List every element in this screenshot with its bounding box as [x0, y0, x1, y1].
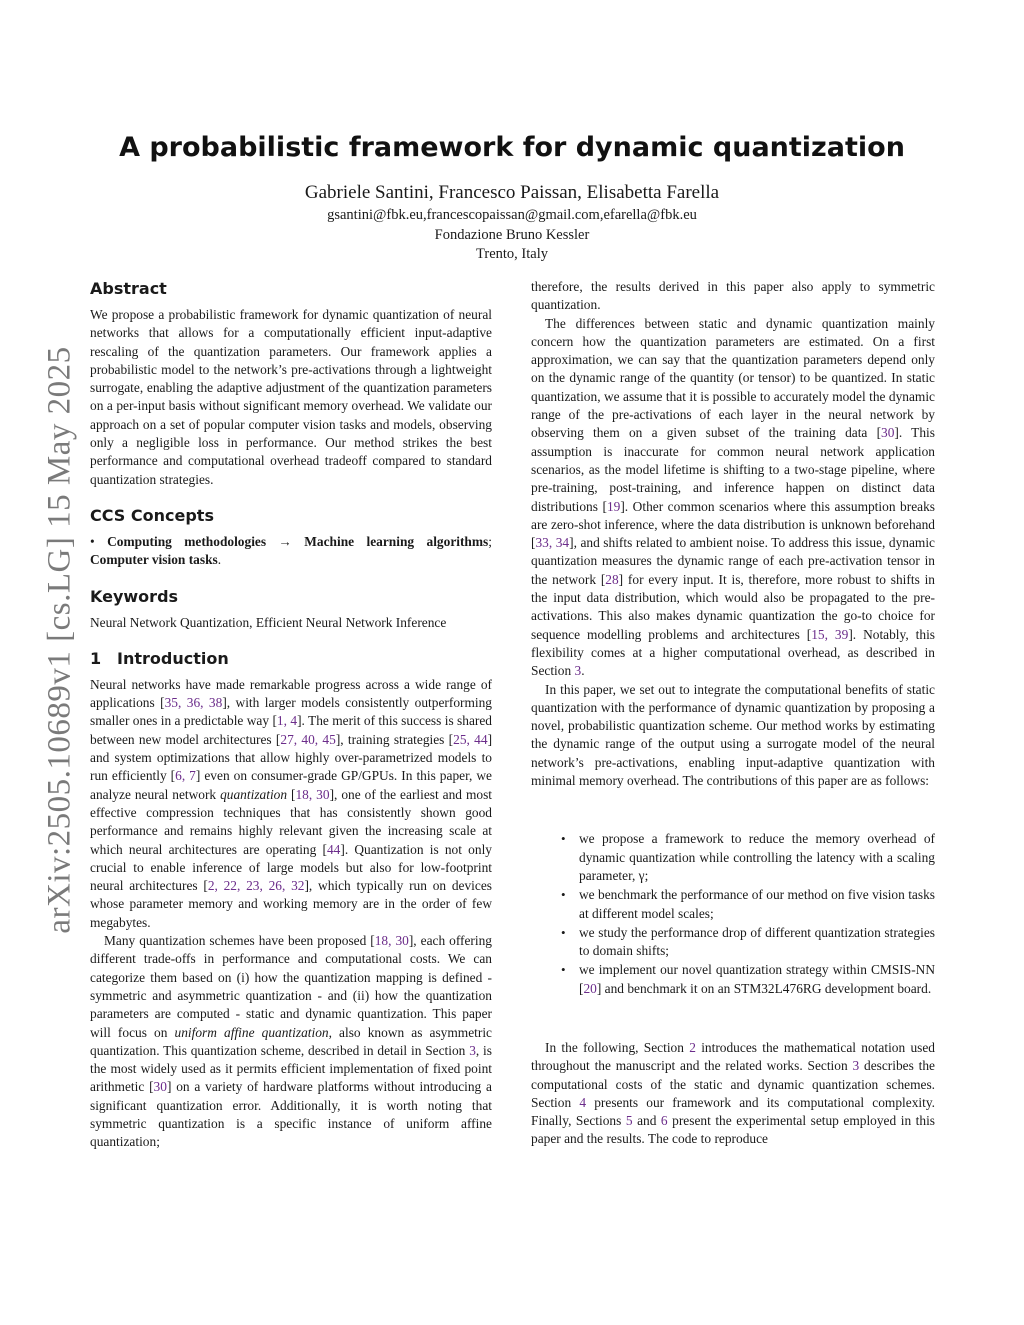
bullet-icon: •: [561, 962, 566, 978]
bullet-icon: •: [561, 924, 566, 940]
section-link[interactable]: 5: [625, 1113, 633, 1129]
list-item: • we propose a framework to reduce the memory overhead of dynamic quantization while controlling the latency with a scaling parameter, γ;: [561, 831, 935, 883]
author-list: Gabriele Santini, Francesco Paissan, Elisabetta Farella: [304, 182, 720, 203]
introduction-heading: [90, 648, 492, 670]
ccs-concepts: [90, 533, 492, 570]
citation-link[interactable]: 30: [881, 425, 895, 441]
citation-link[interactable]: 28: [605, 571, 619, 587]
section-link[interactable]: 2: [689, 1039, 696, 1055]
left-column: [90, 278, 492, 1152]
list-item: • we benchmark the performance of our method on five vision tasks at different model scales;: [561, 887, 935, 921]
section-link[interactable]: 6: [660, 1113, 668, 1129]
author-emails: gsantini@fbk.eu,francescopaissan@gmail.com,efarella@fbk.eu: [327, 207, 697, 223]
citation-link[interactable]: 20: [583, 980, 597, 996]
ccs-bullet: •: [90, 533, 95, 549]
ccs-end: .: [217, 552, 222, 568]
ccs-item: Computing methodologies: [107, 533, 267, 549]
abstract-text: We propose a probabilistic framework for dynamic quantization of neural networks that allows for a computationally efficient input-adaptive rescaling of the quantization parameters. Our framework applies a probabilistic model to the network’s pre-activations through a lightweight surrogate, enabling the adaptive adjustment of the quantization parameters on a per-input basis without significant memory overhead. We validate our approach on a set of popular computer vision tasks and models, observing only a negligible loss in performance. Our method strikes the best performance and computational overhead tradeoff compared to standard quantization strategies.: [90, 307, 492, 487]
citation-link[interactable]: 15, 39: [811, 626, 849, 642]
bullet-icon: •: [561, 831, 566, 847]
citation-link[interactable]: 6, 7: [175, 768, 196, 784]
citation-link[interactable]: 27, 40, 45: [280, 731, 336, 747]
intro-paragraph-2: Many quantization schemes have been proposed [18, 30], each offering different trade-offs in performance and computational costs. We can categorize them based on (i) how the quantization mapping is defined - symmetric and asymmetric quantization - and (ii) how the quantization parameters are computed - static and dynamic quantization. This paper will focus on uniform affine quantization, also known as asymmetric quantization. This quantization scheme, described in detail in Section 3, is the most widely used as it permits efficient implementation of fixed point arithmetic [30] on a variety of hardware platforms without introducing a significant quantization error. Additionally, it is worth noting that symmetric quantization is a specific instance of uniform affine quantization;: [90, 933, 493, 1150]
section-link[interactable]: 3: [852, 1058, 860, 1074]
ccs-heading: CCS Concepts: [90, 505, 214, 525]
contributions-list: [531, 830, 935, 998]
section-number: 1: [90, 648, 102, 668]
institution: Fondazione Bruno Kessler: [434, 227, 590, 243]
citation-link[interactable]: 18, 30: [374, 933, 409, 949]
ccs-separator: ;: [488, 533, 492, 549]
right-paragraph-3: In the following, Section 2 introduces the mathematical notation used throughout the manuscript and the related works. Section 3 describes the computational costs of the static and dynamic quantization schemes. Section 4 presents our framework and its computational complexity. Finally, Sections 5 and 6 present the experimental setup employed in this paper and the results. The code to reproduce: [531, 1039, 936, 1147]
citation-link[interactable]: 25, 44: [453, 731, 488, 747]
ccs-item: Machine learning algorithms: [304, 533, 489, 549]
location: Trento, Italy: [476, 246, 548, 262]
citation-link[interactable]: 1, 4: [276, 713, 298, 729]
right-paragraph-1: The differences between static and dynamic quantization mainly concern how the quantization parameters are estimated. On a first approximation, we can say that the quantization parameters depend only on the dynamic range of the quantity (or tensor) to be quantized. In static quantization, we assume that it is possible to accurately model the dynamic range of the pre-activations of each layer in the neural network by observing them on a given subset of the training data [30]. This assumption is inaccurate for common neural network application scenarios, as the model lifetime is shifting to a two-stage pipeline, where pre-training, post-training, and inference happen on distinct data distributions [19]. Other common scenarios where this assumption breaks are zero-shot inference, where the data distribution is unknown beforehand [33, 34], and shifts related to ambient noise. To address this issue, dynamic quantization measures the dynamic range of each pre-activation tensor in the network [28] for every input. It is, therefore, more robust to shifts in the input data distribution, which would also be propagated to the pre-activations. This also makes dynamic quantization the go-to choice for sequence modelling problems and architectures [15, 39]. Notably, this flexibility comes at a higher computational overhead, as described in Section 3.: [531, 315, 936, 679]
citation-link[interactable]: 33, 34: [535, 535, 570, 551]
section-link[interactable]: 3: [469, 1042, 476, 1058]
arxiv-stamp: arXiv:2505.10689v1 [cs.LG] 15 May 2025: [41, 346, 78, 934]
ccs-arrow: →: [266, 533, 305, 549]
section-link[interactable]: 3: [574, 663, 582, 679]
section-link[interactable]: 4: [579, 1094, 587, 1110]
abstract-heading: Abstract: [90, 279, 167, 298]
paper-title: A probabilistic framework for dynamic quantization: [119, 132, 905, 163]
citation-link[interactable]: 19: [606, 498, 621, 514]
bullet-icon: •: [561, 887, 566, 903]
citation-link[interactable]: 44: [326, 841, 341, 857]
keywords-heading: Keywords: [90, 586, 179, 606]
citation-link[interactable]: 2, 22, 23, 26, 32: [207, 878, 305, 894]
citation-link[interactable]: 35, 36, 38: [164, 695, 223, 711]
list-item: • we implement our novel quantization strategy within CMSIS-NN [20] and benchmark it on an STM32L476RG development board.: [561, 962, 935, 996]
list-item: • we study the performance drop of different quantization strategies to domain shifts;: [561, 924, 935, 959]
right-paragraph-2: In this paper, we set out to integrate the computational benefits of static quantization with the performance of dynamic quantization by proposing a novel, probabilistic quantization scheme. Our method works by estimating the dynamic range of the output using a surrogate model of the neural network’s pre-activations, enabling input-adaptive quantization with minimal memory overhead. The contributions of this paper are as follows:: [531, 681, 935, 789]
citation-link[interactable]: 30: [153, 1079, 167, 1095]
right-column: [531, 278, 935, 1149]
section-title: Introduction: [117, 648, 229, 668]
ccs-item: Computer vision tasks: [90, 552, 218, 568]
right-paragraph-0: therefore, the results derived in this paper also apply to symmetric quantization.: [531, 279, 935, 313]
keywords-text: Neural Network Quantization, Efficient Neural Network Inference: [90, 614, 447, 630]
intro-paragraph-1: Neural networks have made remarkable progress across a wide range of applications [35, 36, 38], with larger models consistently outperforming smaller ones in a predictable way [1, 4]. The merit of this success is shared between new model architectures [27, 40, 45], training strategies [25, 44] and system optimizations that allow highly over-parametrized models to run efficiently [6, 7] even on consumer-grade GP/GPUs. In this paper, we analyze neural network quantization [18, 30], one of the earliest and most effective compression techniques that has consistently shown good performance and remains highly relevant given the increasing scale at which neural architectures are operating [44]. Quantization is not only crucial to enable inference of large models but also for low-footprint neural architectures [2, 22, 23, 26, 32], which typically run on devices whose parameter memory and working memory are in the order of few megabytes.: [90, 676, 493, 930]
citation-link[interactable]: 18, 30: [295, 786, 330, 802]
